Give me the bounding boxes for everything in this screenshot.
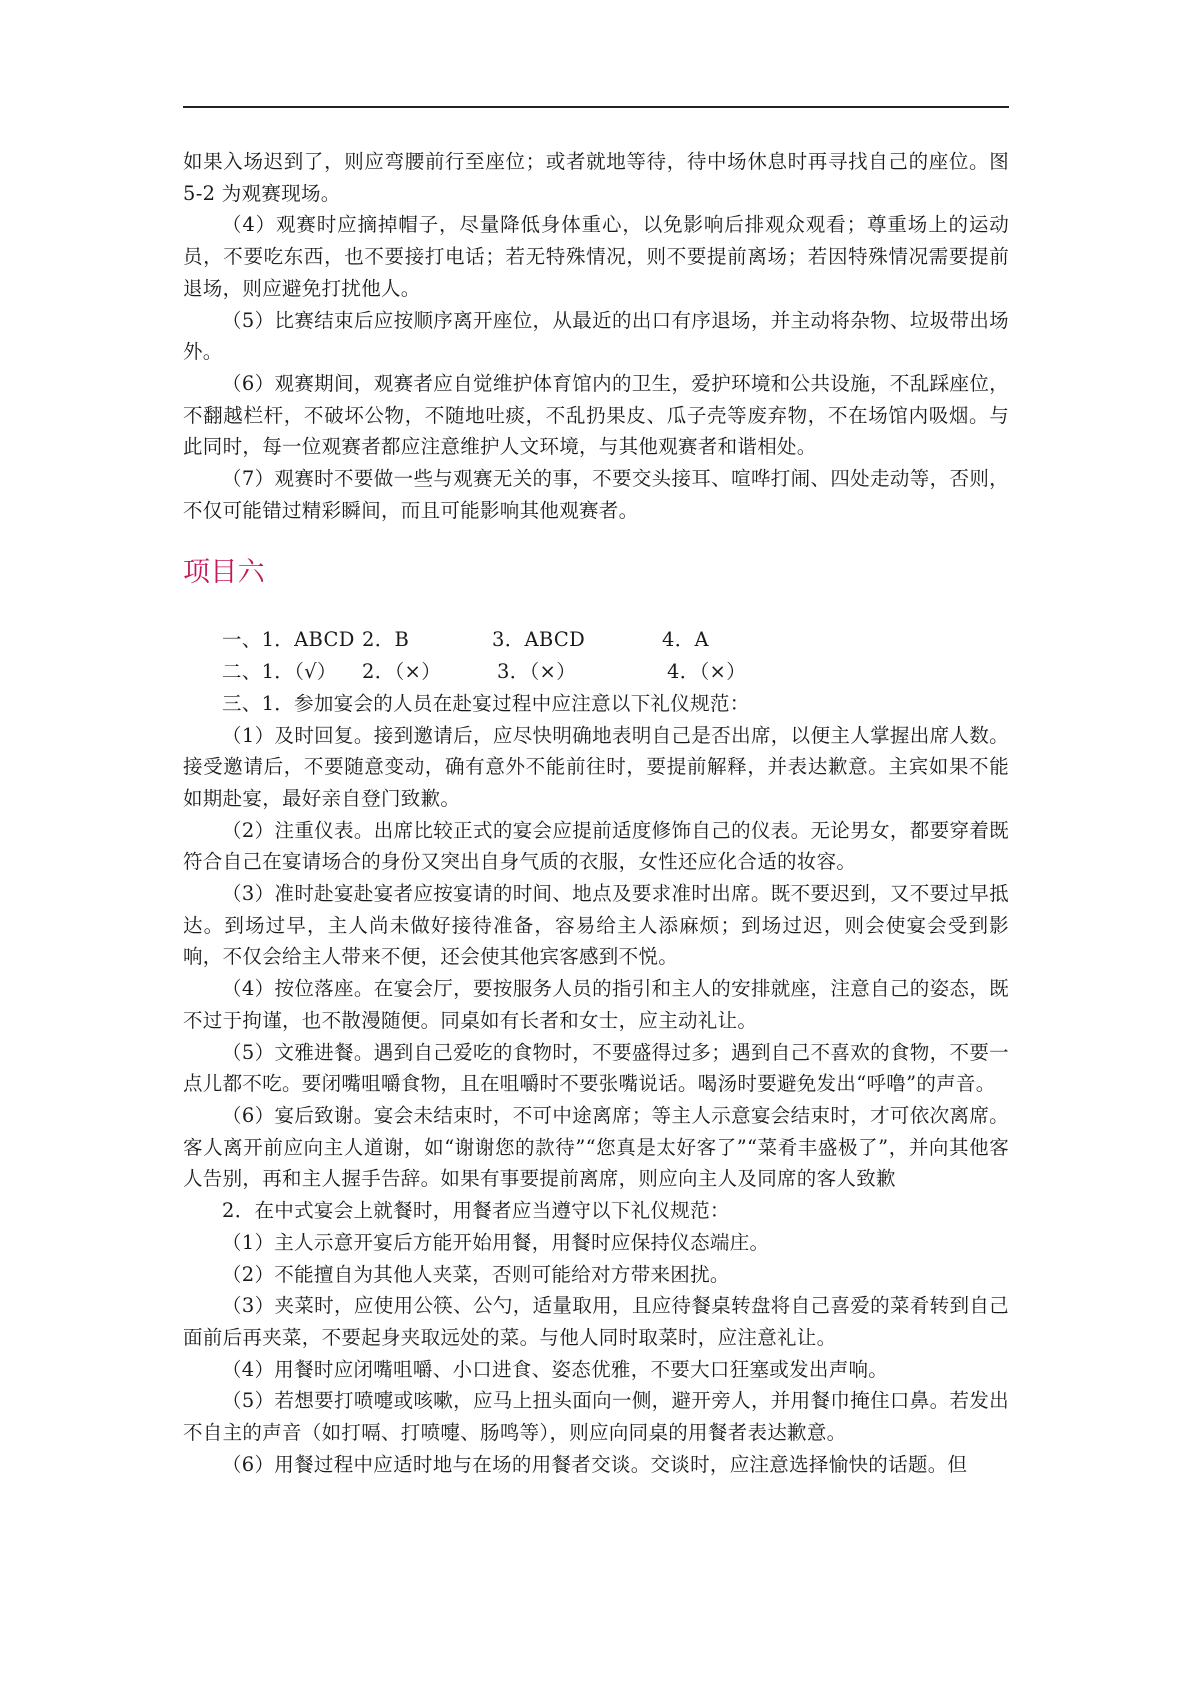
paragraph: （6）用餐过程中应适时地与在场的用餐者交谈。交谈时，应注意选择愉快的话题。但 — [222, 1452, 968, 1476]
answer-row-choice — [183, 624, 1009, 656]
header-rule — [183, 106, 1009, 108]
paragraph: （5）若想要打喷嚏或咳嗽，应马上扭头面向一侧，避开旁人，并用餐巾掩住口鼻。若发出不自主的声音（如打嗝、打喷嚏、肠鸣等），则应向同桌的用餐者表达歉意。 — [183, 1389, 1009, 1445]
paragraph: （6）宴后致谢。宴会未结束时，不可中途离席；等主人示意宴会结束时，才可依次离席。客人离开前应向主人道谢，如“谢谢您的款待”“您真是太好客了”“菜肴丰盛极了”，并向其他客人告别，再和主人握手告辞。如果有事要提前离席，则应向主人及同席的客人致歉 — [183, 1103, 1009, 1191]
paragraph: （3）夹菜时，应使用公筷、公勺，适量取用，且应待餐桌转盘将自己喜爱的菜肴转到自己面前后再夹菜，不要起身夹取远处的菜。与他人同时取菜时，应注意礼让。 — [183, 1294, 1009, 1349]
answer-item: 2．（×） — [362, 660, 441, 684]
paragraph: （4）按位落座。在宴会厅，要按服务人员的指引和主人的安排就座，注意自己的姿态，既不过于拘谨，也不散漫随便。同桌如有长者和女士，应主动礼让。 — [183, 977, 1009, 1032]
paragraph: （6）观赛期间，观赛者应自觉维护体育馆内的卫生，爱护环境和公共设施，不乱踩座位，不翻越栏杆，不破坏公物，不随地吐痰，不乱扔果皮、瓜子壳等废弃物，不在场馆内吸烟。与此同时，每一位观赛者都应注意维护人文环境，与其他观赛者和谐相处。 — [183, 371, 1009, 459]
paragraph-group-top — [183, 146, 1009, 526]
answer-item: 2．B — [362, 628, 410, 652]
page-body — [183, 146, 1009, 1480]
paragraph-group-bottom — [183, 688, 1009, 1481]
paragraph: （2）不能擅自为其他人夹菜，否则可能给对方带来困扰。 — [222, 1262, 730, 1286]
paragraph: 2．在中式宴会上就餐时，用餐者应当遵守以下礼仪规范： — [222, 1199, 730, 1223]
paragraph: 三、1．参加宴会的人员在赴宴过程中应注意以下礼仪规范： — [222, 691, 750, 715]
paragraph: （7）观赛时不要做一些与观赛无关的事，不要交头接耳、喧哗打闹、四处走动等，否则，不仅可能错过精彩瞬间，而且可能影响其他观赛者。 — [183, 467, 1009, 522]
paragraph: （3）准时赴宴赴宴者应按宴请的时间、地点及要求准时出席。既不要迟到，又不要过早抵达。到场过早，主人尚未做好接待准备，容易给主人添麻烦；到场过迟，则会使宴会受到影响，不仅会给主人带来不便，还会使其他宾客感到不悦。 — [183, 882, 1009, 969]
paragraph: （2）注重仪表。出席比较正式的宴会应提前适度修饰自己的仪表。无论男女，都要穿着既符合自己在宴请场合的身份又突出自身气质的衣服，女性还应化合适的妆容。 — [183, 818, 1009, 874]
answer-item: 一、1．ABCD — [222, 628, 355, 652]
paragraph: （1）及时回复。接到邀请后，应尽快明确地表明自己是否出席，以便主人掌握出席人数。接受邀请后，不要随意变动，确有意外不能前往时，要提前解释，并表达歉意。主宾如果不能如期赴宴，最好亲自登门致歉。 — [183, 723, 1009, 810]
answer-item: 4．A — [662, 628, 709, 652]
answer-item: 4．（×） — [667, 660, 746, 684]
paragraph: （5）文雅进餐。遇到自己爱吃的食物时，不要盛得过多；遇到自己不喜欢的食物，不要一点儿都不吃。要闭嘴咀嚼食物，且在咀嚼时不要张嘴说话。喝汤时要避免发出“呼噜”的声音。 — [183, 1040, 1009, 1096]
paragraph: （5）比赛结束后应按顺序离开座位，从最近的出口有序退场，并主动将杂物、垃圾带出场外。 — [183, 308, 1009, 364]
paragraph: （1）主人示意开宴后方能开始用餐，用餐时应保持仪态端庄。 — [222, 1230, 770, 1254]
paragraph: （4）用餐时应闭嘴咀嚼、小口进食、姿态优雅，不要大口狂塞或发出声响。 — [222, 1357, 889, 1381]
paragraph: 如果入场迟到了，则应弯腰前行至座位；或者就地等待，待中场休息时再寻找自己的座位。图 5-2 为观赛现场。 — [183, 150, 1009, 205]
section-title: 项目六 — [183, 557, 265, 589]
answer-item: 二、1．（√） — [222, 660, 337, 684]
answer-row-judgment — [183, 656, 1009, 688]
answer-item: 3．ABCD — [492, 628, 586, 652]
paragraph: （4）观赛时应摘掉帽子，尽量降低身体重心，以免影响后排观众观看；尊重场上的运动员，不要吃东西，也不要接打电话；若无特殊情况，则不要提前离场；若因特殊情况需要提前退场，则应避免打扰他人。 — [183, 213, 1009, 300]
answer-item: 3．（×） — [497, 660, 576, 684]
